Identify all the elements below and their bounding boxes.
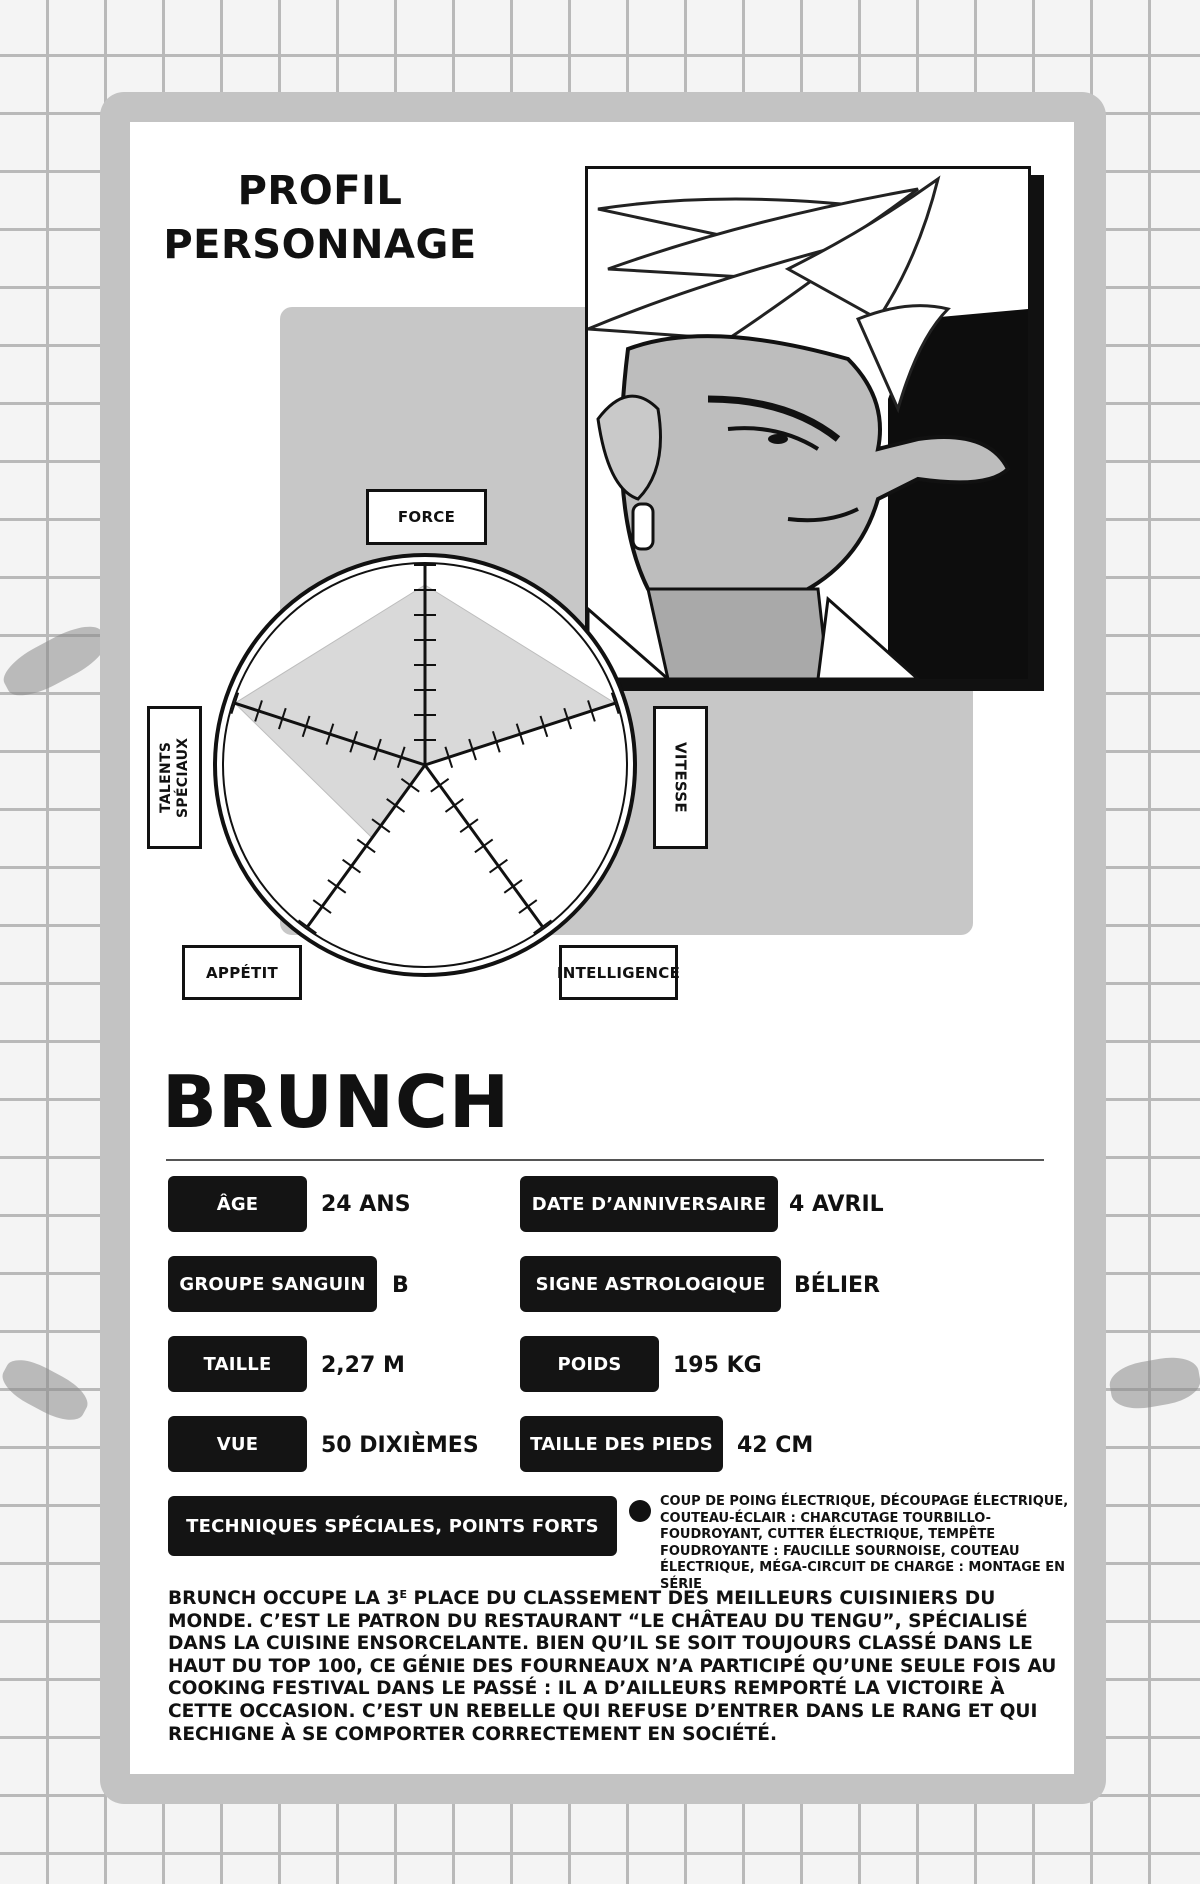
- profile-title: [150, 164, 490, 272]
- sight-label: VUE: [168, 1416, 307, 1472]
- divider: [166, 1159, 1044, 1161]
- age-value: 24 ANS: [321, 1192, 411, 1217]
- stats-radar-chart: [205, 545, 645, 985]
- sight-value: 50 DIXIÈMES: [321, 1433, 479, 1458]
- birthday-value: 4 AVRIL: [789, 1192, 884, 1217]
- height-label: TAILLE: [168, 1336, 307, 1392]
- weight-label: POIDS: [520, 1336, 659, 1392]
- blood-type-label: GROUPE SANGUIN: [168, 1256, 377, 1312]
- techniques-label: TECHNIQUES SPÉCIALES, POINTS FORTS: [168, 1496, 617, 1556]
- background-smudge: [0, 1351, 94, 1429]
- background-smudge: [0, 617, 113, 706]
- character-name: BRUNCH: [162, 1060, 511, 1144]
- foot-size-value: 42 CM: [737, 1433, 814, 1458]
- radar-label-force: FORCE: [366, 489, 487, 545]
- character-bio: BRUNCH OCCUPE LA $3^E$ PLACE DU CLASSEMENT DES MEILLEURS CUISINIERS DU MONDE. C’EST LE PATRON DU RESTAURANT “LE CHÂTEAU DU TENGU”, SPÉCIALISÉ DANS LA CUISINE ENSORCELANTE. BIEN QU’IL SE SOIT TOUJOURS CLASSÉ DANS LE HAUT DU TOP 100, CE GÉNIE DES FOURNEAUX N’A PARTICIPÉ QU’UNE SEULE FOIS AU COOKING FESTIVAL DANS LE PASSÉ : IL A D’AILLEURS REMPORTÉ LA VICTOIRE À CETTE OCCASION. C’EST UN REBELLE QUI REFUSE D’ENTRER DANS LE RANG ET QUI RECHIGNE À SE COMPORTER CORRECTEMENT EN SOCIÉTÉ.: [168, 1588, 1057, 1745]
- blood-type-value: B: [392, 1273, 409, 1298]
- age-label: ÂGE: [168, 1176, 307, 1232]
- radar-label-appetit: APPÉTIT: [182, 945, 302, 1000]
- radar-label-talents: TALENTS SPÉCIAUX: [147, 706, 202, 849]
- profile-title-line1: PROFIL: [237, 168, 403, 214]
- character-portrait-icon: [588, 169, 1028, 679]
- astro-sign-value: BÉLIER: [794, 1273, 880, 1298]
- profile-title-line2: PERSONNAGE: [163, 222, 477, 268]
- height-value: 2,27 M: [321, 1353, 405, 1378]
- techniques-text: COUP DE POING ÉLECTRIQUE, DÉCOUPAGE ÉLECTRIQUE, COUTEAU-ÉCLAIR : CHARCUTAGE TOURBILLO-FOUDROYANT, CUTTER ÉLECTRIQUE, TEMPÊTE FOUDROYANTE : FAUCILLE SOURNOISE, COUTEAU ÉLECTRIQUE, MÉGA-CIRCUIT DE CHARGE : MONTAGE EN SÉRIE: [660, 1494, 1069, 1592]
- foot-size-label: TAILLE DES PIEDS: [520, 1416, 723, 1472]
- astro-sign-label: SIGNE ASTROLOGIQUE: [520, 1256, 781, 1312]
- weight-value: 195 KG: [673, 1353, 762, 1378]
- radar-label-intelligence: INTELLIGENCE: [559, 945, 678, 1000]
- character-portrait: [585, 166, 1031, 682]
- background-smudge: [1107, 1353, 1200, 1414]
- bullet-icon: [629, 1500, 651, 1522]
- radar-label-vitesse: VITESSE: [653, 706, 708, 849]
- birthday-label: DATE D’ANNIVERSAIRE: [520, 1176, 778, 1232]
